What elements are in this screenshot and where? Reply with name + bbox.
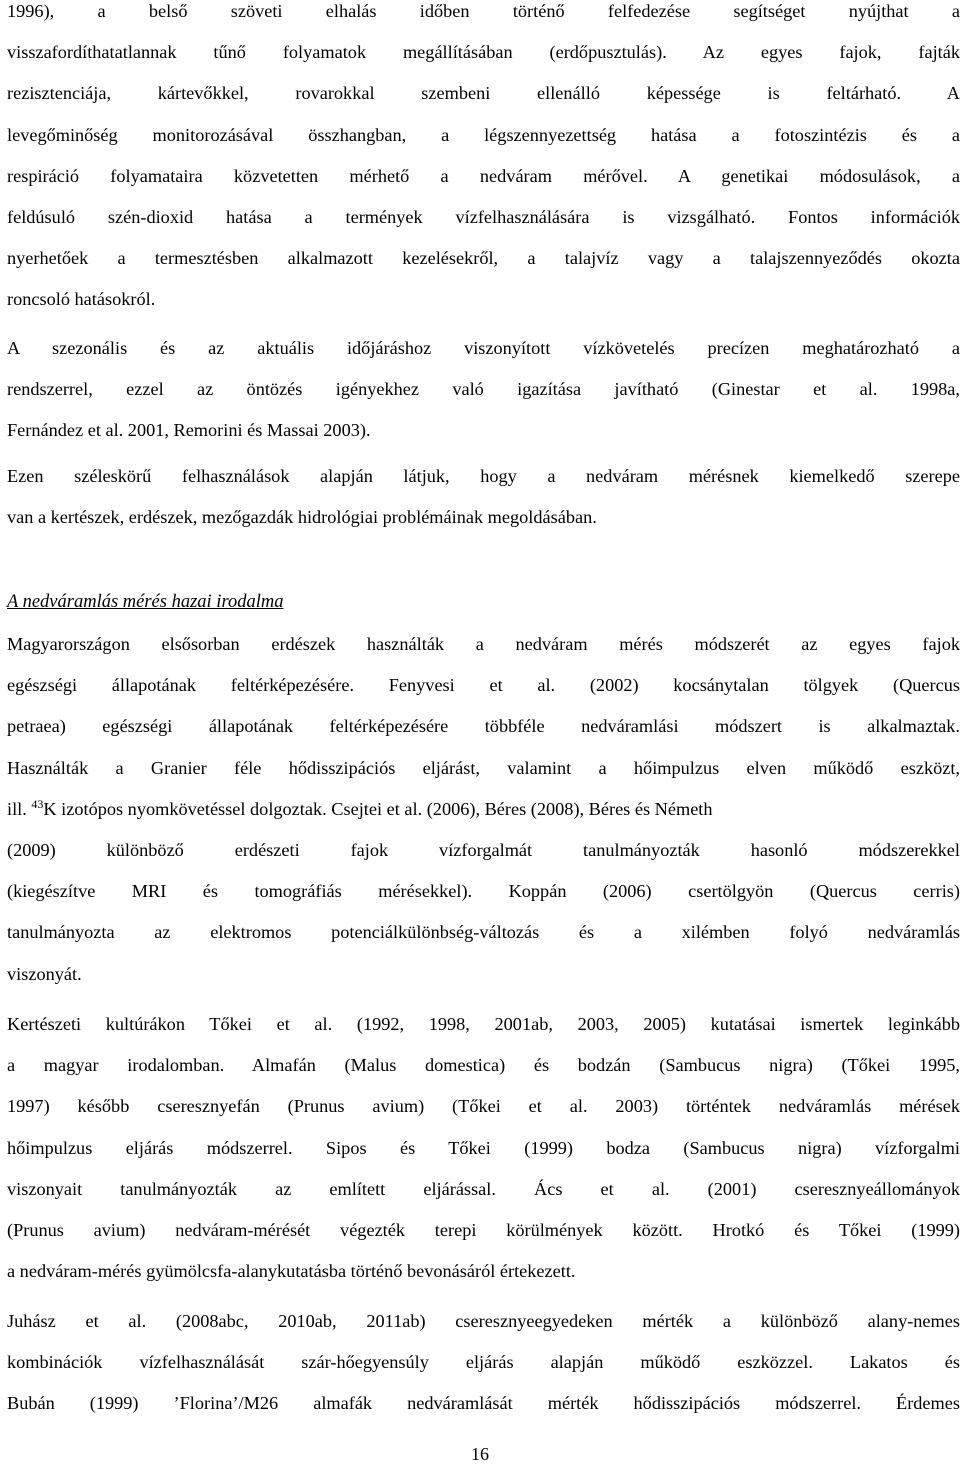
page-number: 16 [471,1444,489,1464]
text-line-isotope [7,789,960,830]
section-heading: A nedváramlás mérés hazai irodalma [7,592,284,612]
text-line: Kertészeti kultúrákon Tőkei et al. (1992, 1998, 2001ab, 2003, 2005) kutatásai ismertek leginkább [7,1014,960,1034]
paragraph-irrigation [7,328,960,452]
superscript: 43 [31,796,44,811]
text-line: Magyarországon elsősorban erdészek használták a nedváram mérés módszerét az egyes fajok [7,634,960,654]
text-line: feldúsuló szén-dioxid hatása a termények vízfelhasználására is vizsgálható. Fontos információk [7,206,960,227]
text-line: egészségi állapotának feltérképezésére. Fenyvesi et al. (2002) kocsánytalan tölgyek (Quercus [7,675,960,696]
text-line: rezisztenciája, kártevőkkel, rovarokkal szembeni ellenálló képessége is feltárható. A [7,83,960,104]
text-line: van a kertészek, erdészek, mezőgazdák hidrológiai problémáinak megoldásában. [7,507,597,528]
text-line: roncsoló hatásokról. [7,289,156,310]
text-line: nyerhetőek a termesztésben alkalmazott kezelésekről, a talajvíz vagy a talajszennyeződés okozta [7,248,960,269]
text-line: levegőminőség monitorozásával összhangban, a légszennyezettség hatása a fotoszintézis és a [7,124,960,145]
paragraph-applications [7,0,960,321]
text-line: viszonyait tanulmányozták az említett eljárással. Ács et al. (2001) cseresznyeállományok [7,1178,960,1199]
text-fragment: K izotópos nyomkövetéssel dolgoztak. Csejtei et al. (2006), Béres (2008), Béres és Németh [43,798,713,819]
paragraph-juhasz [7,1301,960,1425]
text-line: kombinációk vízfelhasználását szár-hőegyensúly eljárás alapján működő eszközzel. Lakatos és [7,1352,960,1373]
text-line: (kiegészítve MRI és tomográfiás mérésekkel). Koppán (2006) csertölgyön (Quercus cerris) [7,881,960,902]
text-line: (2009) különböző erdészeti fajok vízforgalmát tanulmányozták hasonló módszerekkel [7,839,960,860]
text-line: petraea) egészségi állapotának feltérképezésére többféle nedváramlási módszert is alkalmaztak. [7,716,960,737]
paragraph-summary [7,456,960,538]
text-line: Bubán (1999) ’Florina’/M26 almafák nedváramlását mérték hődisszipációs módszerrel. Érdemes [7,1393,960,1414]
text-line: viszonyát. [7,963,82,984]
text-line: a magyar irodalomban. Almafán (Malus domestica) és bodzán (Sambucus nigra) (Tőkei 1995, [7,1055,960,1076]
paragraph-forestry [7,624,960,995]
text-line: A szezonális és az aktuális időjáráshoz viszonyított vízkövetelés precízen meghatározható a [7,338,960,358]
text-line: rendszerrel, ezzel az öntözés igényekhez való igazítása javítható (Ginestar et al. 1998a, [7,379,960,400]
text-fragment: ill. [7,798,32,819]
text-line: a nedváram-mérés gyümölcsfa-alanykutatásba történő bevonásáról értekezett. [7,1261,576,1282]
text-line: Ezen széleskörű felhasználások alapján látjuk, hogy a nedváram mérésnek kiemelkedő szerepe [7,466,960,486]
text-line: Használták a Granier féle hődisszipációs eljárást, valamint a hőimpulzus elven működő eszközt, [7,757,960,778]
text-line: Juhász et al. (2008abc, 2010ab, 2011ab) cseresznyeegyedeken mérték a különböző alany-nemes [7,1311,960,1331]
text-line: Fernández et al. 2001, Remorini és Massai 2003). [7,420,371,441]
text-line: tanulmányozta az elektromos potenciálkülönbség-változás és a xilémben folyó nedváramlás [7,922,960,943]
text-line: respiráció folyamataira közvetetten mérhető a nedváram mérővel. A genetikai módosulások, a [7,165,960,186]
text-line: 1997) később cseresznyefán (Prunus avium) (Tőkei et al. 2003) történtek nedváramlás mérések [7,1096,960,1117]
paragraph-horticulture [7,1004,960,1292]
text-line: visszafordíthatatlannak tűnő folyamatok megállításában (erdőpusztulás). Az egyes fajok, fajták [7,42,960,63]
text-line: (Prunus avium) nedváram-mérését végezték terepi körülmények között. Hrotkó és Tőkei (1999) [7,1219,960,1240]
text-line: hőimpulzus eljárás módszerrel. Sipos és Tőkei (1999) bodza (Sambucus nigra) vízforgalmi [7,1137,960,1158]
text-line: 1996), a belső szöveti elhalás időben történő felfedezése segítséget nyújthat a [7,1,960,21]
